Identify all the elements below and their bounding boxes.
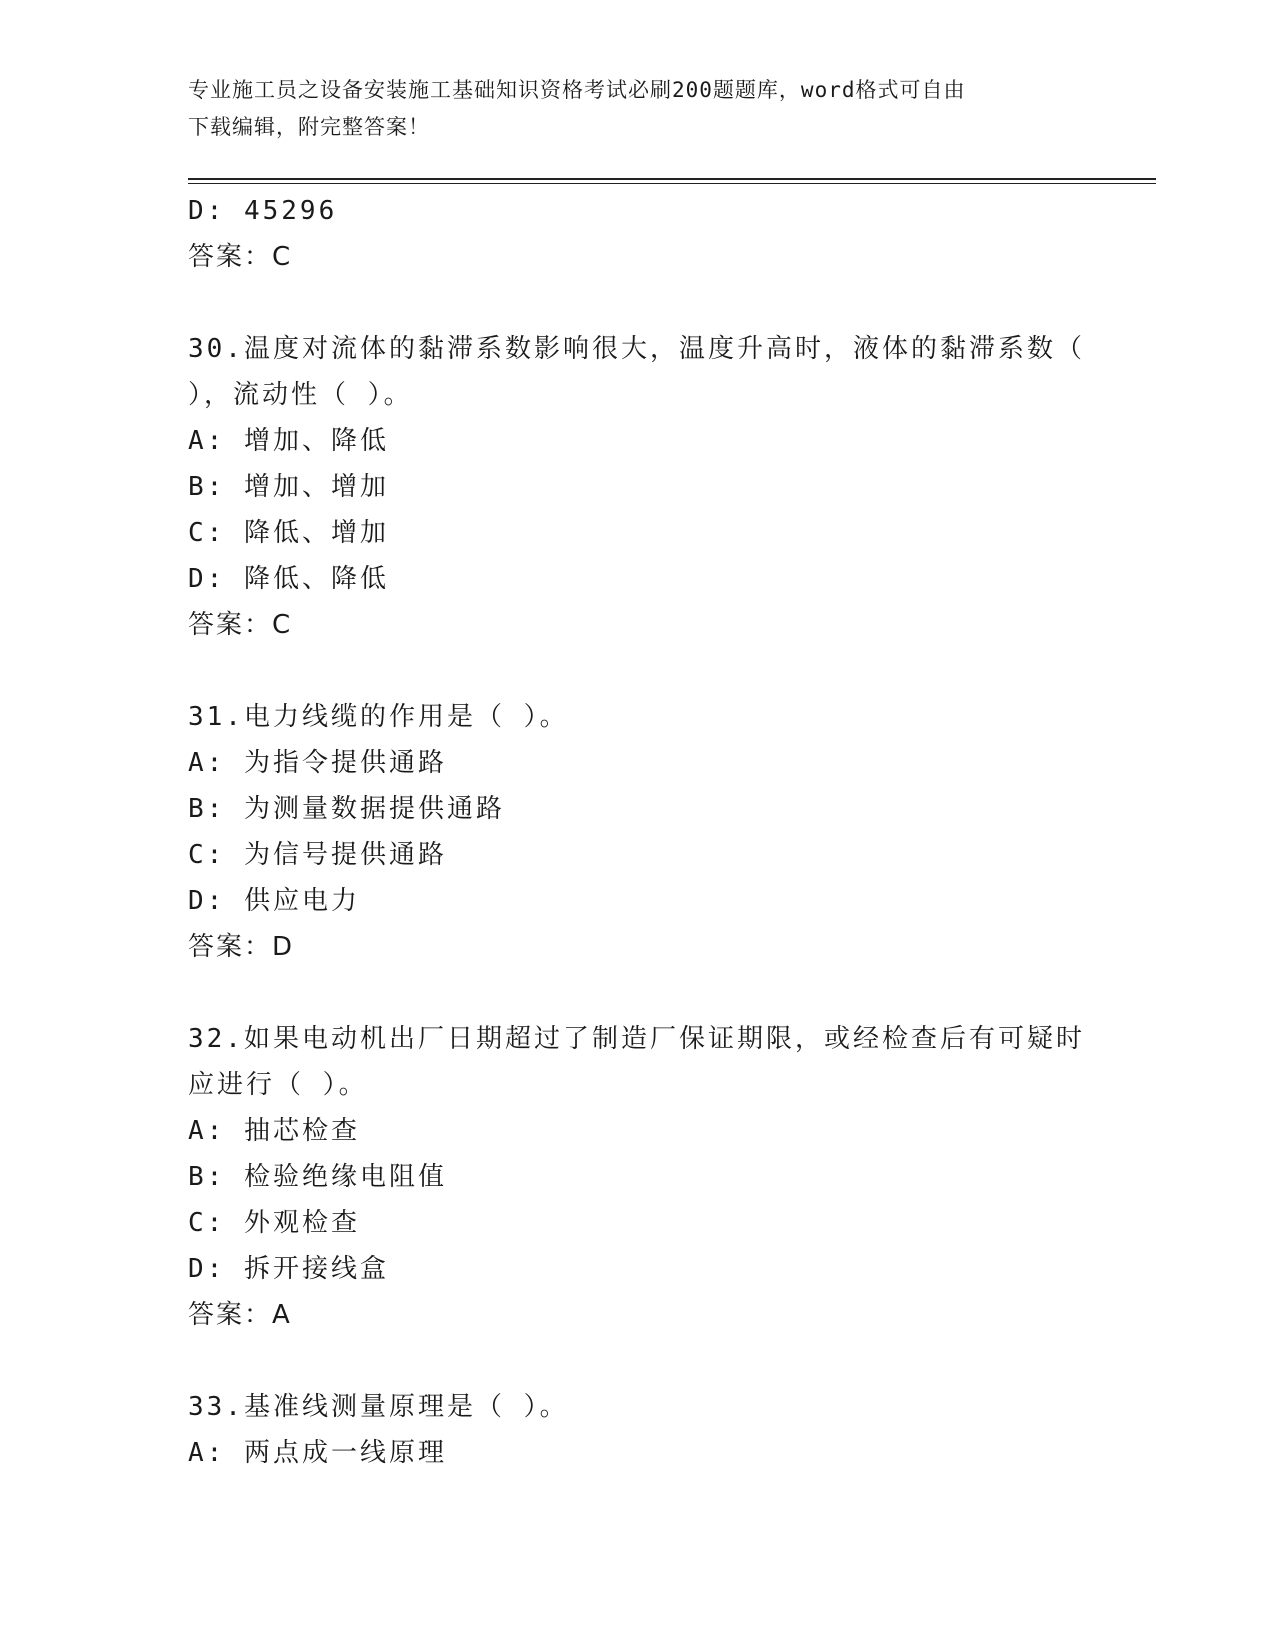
spacer xyxy=(188,280,1088,326)
header-title-line-2: 下载编辑，附完整答案！ xyxy=(188,115,430,139)
question-stem: 32.如果电动机出厂日期超过了制造厂保证期限，或经检查后有可疑时 xyxy=(188,1024,1085,1054)
spacer xyxy=(188,970,1088,1016)
answer-line: 答案：D xyxy=(188,932,295,962)
question-33 xyxy=(188,1384,1088,1476)
option-a: A: 为指令提供通路 xyxy=(188,748,447,778)
question-stem: 30.温度对流体的黏滞系数影响很大，温度升高时，液体的黏滞系数（ xyxy=(188,334,1085,364)
answer-line: 答案：A xyxy=(188,1300,292,1330)
question-stem-continued: ），流动性（ ）。 xyxy=(188,380,413,410)
header-title-line-1: 专业施工员之设备安装施工基础知识资格考试必刷200题题库，word格式可自由 xyxy=(188,78,966,102)
answer-line: 答案：C xyxy=(188,610,293,640)
option-d: D: 45296 xyxy=(188,196,338,226)
option-b: B: 检验绝缘电阻值 xyxy=(188,1162,447,1192)
option-b: B: 为测量数据提供通路 xyxy=(188,794,505,824)
option-d: D: 降低、降低 xyxy=(188,564,389,594)
question-stem-continued: 应进行（ ）。 xyxy=(188,1070,368,1100)
question-31 xyxy=(188,694,1088,970)
option-a: A: 两点成一线原理 xyxy=(188,1438,447,1468)
question-list xyxy=(188,188,1088,1476)
spacer xyxy=(188,1338,1088,1384)
question-stem: 33.基准线测量原理是（ ）。 xyxy=(188,1392,569,1422)
question-30 xyxy=(188,326,1088,648)
option-b: B: 增加、增加 xyxy=(188,472,389,502)
question-32 xyxy=(188,1016,1088,1338)
question-stem: 31.电力线缆的作用是（ ）。 xyxy=(188,702,569,732)
answer-line: 答案：C xyxy=(188,242,293,272)
option-d: D: 供应电力 xyxy=(188,886,360,916)
option-c: C: 降低、增加 xyxy=(188,518,389,548)
document-header xyxy=(188,72,1088,146)
option-d: D: 拆开接线盒 xyxy=(188,1254,389,1284)
spacer xyxy=(188,648,1088,694)
header-divider-thin xyxy=(188,183,1156,184)
option-a: A: 增加、降低 xyxy=(188,426,389,456)
option-a: A: 抽芯检查 xyxy=(188,1116,360,1146)
header-divider-thick xyxy=(188,178,1156,180)
option-c: C: 为信号提供通路 xyxy=(188,840,447,870)
option-c: C: 外观检查 xyxy=(188,1208,360,1238)
